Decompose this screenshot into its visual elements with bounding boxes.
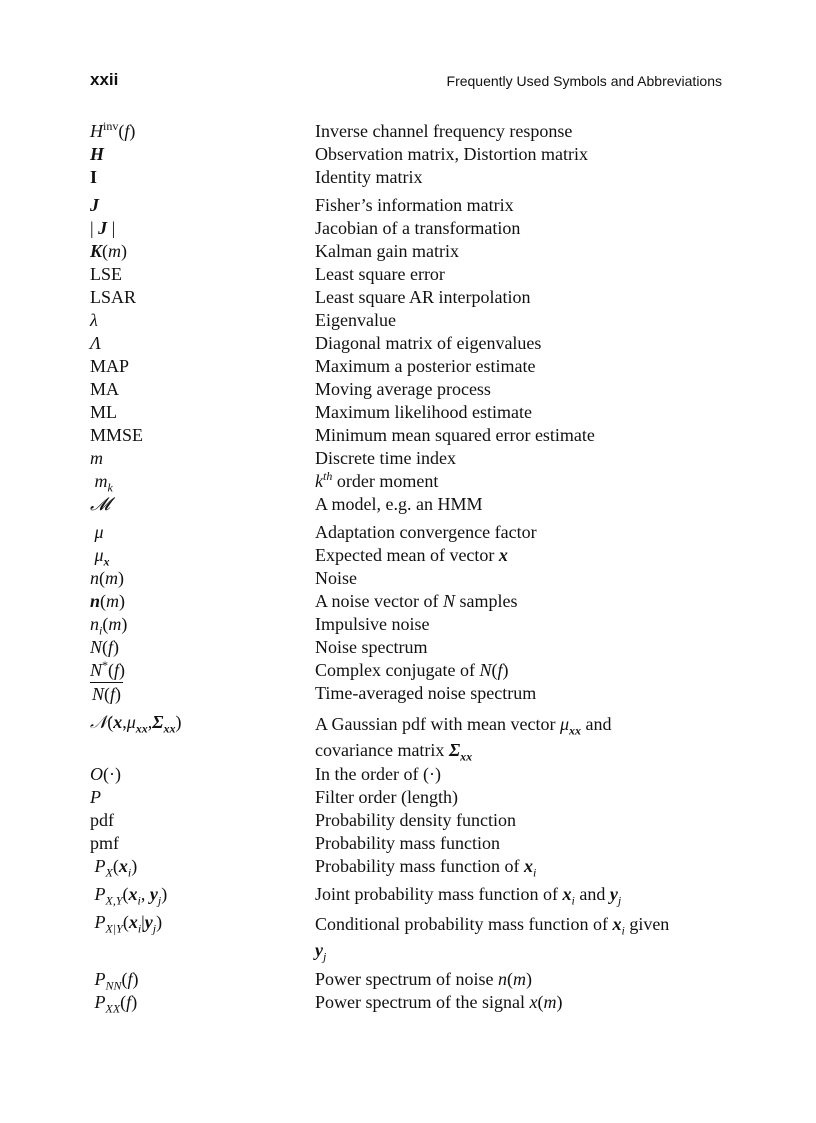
symbol: n(m) bbox=[90, 591, 126, 611]
definition: Discrete time index bbox=[315, 448, 456, 468]
symbol: $P_{X|Y}(x_i|y_j)$ bbox=[94, 912, 163, 936]
symbol: Λ bbox=[90, 333, 101, 353]
symbol: $𝒩(x,\mu_{xx},\Sigma_{xx})$ bbox=[90, 712, 182, 736]
symbol: $H^{inv}(f)$ bbox=[90, 119, 136, 141]
list-item bbox=[90, 493, 740, 516]
definition: Observation matrix, Distortion matrix bbox=[315, 144, 588, 164]
list-item bbox=[90, 636, 740, 659]
list-item bbox=[90, 217, 740, 240]
definition: Noise spectrum bbox=[315, 637, 428, 657]
definition: Complex conjugate of N(f) bbox=[315, 660, 509, 680]
list-item bbox=[90, 263, 740, 286]
list-item bbox=[90, 786, 740, 809]
symbol: O(·) bbox=[90, 764, 121, 784]
list-item bbox=[90, 682, 740, 706]
definition: Least square error bbox=[315, 264, 445, 284]
definition: Filter order (length) bbox=[315, 787, 458, 807]
definition: Fisher’s information matrix bbox=[315, 195, 514, 215]
list-item bbox=[90, 424, 740, 447]
definition: Probability density function bbox=[315, 810, 516, 830]
definition: Impulsive noise bbox=[315, 614, 430, 634]
running-title: Frequently Used Symbols and Abbreviations bbox=[446, 73, 722, 89]
list-item bbox=[90, 613, 740, 636]
definition: Power spectrum of the signal x(m) bbox=[315, 992, 563, 1012]
symbol: $m_k$ bbox=[94, 471, 113, 495]
definition: Adaptation convergence factor bbox=[315, 522, 537, 542]
symbol: J bbox=[90, 195, 99, 215]
symbol: $\mu_x$ bbox=[94, 545, 110, 569]
list-item bbox=[90, 355, 740, 378]
definition: Eigenvalue bbox=[315, 310, 396, 330]
list-item bbox=[90, 120, 740, 143]
list-item bbox=[90, 143, 740, 166]
definition: In the order of (·) bbox=[315, 764, 441, 784]
symbol: $P_{X,Y}(x_i$, $y_j$) bbox=[94, 884, 168, 908]
symbol: N(f) bbox=[92, 684, 122, 704]
list-item bbox=[90, 567, 740, 590]
definition: Moving average process bbox=[315, 379, 491, 399]
list-item bbox=[90, 166, 740, 189]
symbol: $P_X(x_i)$ bbox=[94, 856, 138, 880]
definition: Kalman gain matrix bbox=[315, 241, 459, 261]
definition: Identity matrix bbox=[315, 167, 423, 187]
definition: Diagonal matrix of eigenvalues bbox=[315, 333, 542, 353]
list-item bbox=[90, 194, 740, 217]
list-item bbox=[90, 447, 740, 470]
definition: Inverse channel frequency response bbox=[315, 121, 573, 141]
list-item bbox=[90, 991, 740, 1014]
list-item bbox=[90, 968, 740, 991]
symbol: I bbox=[90, 167, 98, 187]
symbol: pmf bbox=[90, 833, 119, 853]
definition: Maximum likelihood estimate bbox=[315, 402, 532, 422]
list-item bbox=[90, 832, 740, 855]
symbol: N*(f) bbox=[90, 658, 126, 680]
list-item bbox=[90, 521, 740, 544]
definition: Time-averaged noise spectrum bbox=[315, 683, 537, 703]
list-item bbox=[90, 855, 740, 878]
symbol: pdf bbox=[90, 810, 114, 830]
definition: A noise vector of N samples bbox=[315, 591, 518, 611]
definition: Probability mass function bbox=[315, 833, 500, 853]
list-item bbox=[90, 711, 740, 763]
list-item bbox=[90, 544, 740, 567]
symbol: N(f) bbox=[90, 637, 120, 657]
list-item bbox=[90, 332, 740, 355]
symbol: P bbox=[90, 787, 101, 807]
definition: A model, e.g. an HMM bbox=[315, 494, 483, 514]
symbol: m bbox=[90, 448, 103, 468]
symbol: MAP bbox=[90, 356, 130, 376]
definition: Minimum mean squared error estimate bbox=[315, 425, 595, 445]
definition: Conditional probability mass function of $x_i$ given $y_j$ bbox=[315, 914, 670, 964]
list-item bbox=[90, 378, 740, 401]
definition: Probability mass function of $x_i$ bbox=[315, 856, 537, 880]
page-number: xxii bbox=[90, 70, 119, 89]
definition: A Gaussian pdf with mean vector $\mu_{xx}$ and covariance matrix $\Sigma_{xx}$ bbox=[315, 714, 612, 764]
symbol: LSAR bbox=[90, 287, 137, 307]
symbol: LSE bbox=[90, 264, 123, 284]
list-item bbox=[90, 590, 740, 613]
definition: Least square AR interpolation bbox=[315, 287, 531, 307]
symbol: 𝓜 bbox=[90, 494, 111, 514]
symbol: n(m) bbox=[90, 568, 124, 588]
list-item bbox=[90, 883, 740, 906]
symbol: | J | bbox=[90, 218, 116, 238]
definition: Jacobian of a transformation bbox=[315, 218, 521, 238]
symbol-list bbox=[90, 120, 740, 1014]
list-item bbox=[90, 240, 740, 263]
list-item bbox=[90, 763, 740, 786]
list-item bbox=[90, 809, 740, 832]
list-item bbox=[90, 401, 740, 424]
page-header bbox=[90, 70, 722, 94]
definition: Maximum a posterior estimate bbox=[315, 356, 536, 376]
definition: Expected mean of vector x bbox=[315, 545, 508, 565]
list-item bbox=[90, 470, 740, 493]
symbol: $P_{NN}(f)$ bbox=[94, 969, 139, 993]
symbol: MMSE bbox=[90, 425, 144, 445]
symbol: λ bbox=[90, 310, 98, 330]
list-item bbox=[90, 309, 740, 332]
symbol: $P_{XX}(f)$ bbox=[94, 992, 138, 1016]
symbol: μ bbox=[94, 522, 104, 542]
definition: Joint probability mass function of $x_i$ and $y_j$ bbox=[315, 884, 622, 908]
symbol: ML bbox=[90, 402, 117, 422]
list-item bbox=[90, 286, 740, 309]
definition: Noise bbox=[315, 568, 357, 588]
symbol: $n_i(m)$ bbox=[90, 614, 128, 638]
list-item bbox=[90, 911, 740, 963]
symbol: MA bbox=[90, 379, 120, 399]
definition: Power spectrum of noise n(m) bbox=[315, 969, 532, 989]
definition: $k^{th}$ order moment bbox=[315, 469, 439, 491]
symbol: K(m) bbox=[90, 241, 128, 261]
symbol: H bbox=[90, 144, 105, 164]
list-item bbox=[90, 659, 740, 682]
